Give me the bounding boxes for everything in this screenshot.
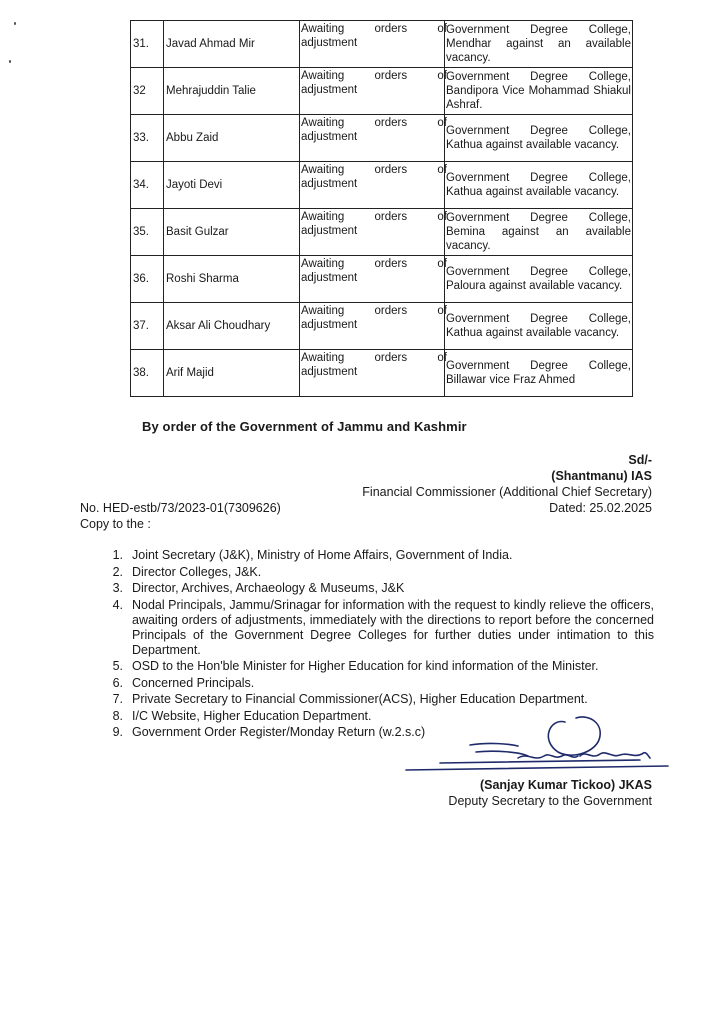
posting-cell: Government Degree College, Bandipora Vice Mohammad Shiakul Ashraf. [445, 68, 633, 115]
copy-list-item [100, 565, 654, 580]
scan-speck [9, 60, 11, 63]
copy-list-text: Nodal Principals, Jammu/Srinagar for information with the request to kindly relieve the officers, awaiting orders of adjustments, immediately with the directions to report before the concerned Principals of the Government Degree Colleges for further duties under intimation to this Department. [132, 597, 654, 657]
copy-list-number: 5. [112, 659, 123, 673]
serial-number-cell: 38. [131, 350, 164, 397]
status-word: Awaiting [301, 211, 345, 223]
copy-list-text: OSD to the Hon'ble Minister for Higher Education for kind information of the Minister. [132, 659, 599, 673]
copy-list-number: 6. [112, 675, 123, 690]
copy-list-item [100, 659, 654, 674]
status-word: orders [374, 305, 408, 317]
order-heading: By order of the Government of Jammu and Kashmir [142, 419, 467, 434]
status-word: adjustment [301, 37, 358, 49]
status-word: Awaiting [301, 23, 345, 35]
status-cell [300, 68, 445, 115]
copy-list-number: 3. [112, 581, 123, 595]
status-word: orders [374, 23, 408, 35]
serial-number-cell: 35. [131, 209, 164, 256]
status-word: Awaiting [301, 70, 345, 82]
serial-number-cell: 36. [131, 256, 164, 303]
status-word: adjustment [301, 272, 358, 284]
signatory-block [362, 452, 652, 516]
copy-list-text: Joint Secretary (J&K), Ministry of Home Affairs, Government of India. [132, 548, 513, 562]
copy-list-item [100, 581, 654, 596]
status-word: Awaiting [301, 258, 345, 270]
signatory-name: (Shantmanu) IAS [551, 469, 652, 483]
status-word: orders [374, 258, 408, 270]
copy-list-item [100, 548, 654, 563]
handwritten-signature [400, 700, 670, 780]
copy-list-text: Private Secretary to Financial Commissioner(ACS), Higher Education Department. [132, 692, 588, 706]
serial-number-cell: 34. [131, 162, 164, 209]
copy-list-number: 1. [112, 548, 123, 562]
officer-name-cell: Arif Majid [164, 350, 300, 397]
status-word: adjustment [301, 225, 358, 237]
status-word: adjustment [301, 366, 358, 378]
status-word: adjustment [301, 319, 358, 331]
posting-cell: Government Degree College, Billawar vice Fraz Ahmed [445, 350, 633, 397]
status-word: orders [374, 117, 408, 129]
status-cell [300, 303, 445, 350]
status-cell [300, 162, 445, 209]
officer-name-cell: Mehrajuddin Talie [164, 68, 300, 115]
posting-cell: Government Degree College, Kathua against available vacancy. [445, 162, 633, 209]
copy-list-text: Director Colleges, J&K. [132, 564, 262, 579]
posting-cell: Government Degree College, Mendhar against an available vacancy. [445, 21, 633, 68]
status-word: adjustment [301, 178, 358, 190]
status-cell [300, 256, 445, 303]
order-number: No. HED-estb/73/2023-01(7309626) [80, 501, 281, 515]
copy-list-number: 2. [112, 564, 123, 579]
status-word: of [437, 117, 447, 129]
status-word: of [437, 211, 447, 223]
officer-name-cell: Basit Gulzar [164, 209, 300, 256]
table-row [131, 162, 633, 209]
copy-list-number: 4. [112, 597, 123, 612]
serial-number-cell: 31. [131, 21, 164, 68]
status-word: adjustment [301, 84, 358, 96]
officer-name-cell: Aksar Ali Choudhary [164, 303, 300, 350]
status-word: Awaiting [301, 352, 345, 364]
officer-name-cell: Jayoti Devi [164, 162, 300, 209]
status-word: of [437, 70, 447, 82]
status-word: Awaiting [301, 117, 345, 129]
serial-number-cell: 33. [131, 115, 164, 162]
copy-list-text: Concerned Principals. [132, 675, 255, 690]
copy-to-label: Copy to the : [80, 517, 151, 531]
order-date: Dated: 25.02.2025 [549, 501, 652, 515]
deputy-secretary-block [448, 777, 652, 809]
signatory-designation: Financial Commissioner (Additional Chief Secretary) [362, 485, 652, 499]
table-row [131, 256, 633, 303]
officer-name-cell: Roshi Sharma [164, 256, 300, 303]
status-word: orders [374, 352, 408, 364]
posting-cell: Government Degree College, Kathua against available vacancy. [445, 303, 633, 350]
adjustment-table [130, 20, 633, 397]
table-row [131, 303, 633, 350]
status-cell [300, 209, 445, 256]
copy-list-text: I/C Website, Higher Education Department. [132, 708, 372, 723]
table-row [131, 209, 633, 256]
posting-cell: Government Degree College, Kathua against available vacancy. [445, 115, 633, 162]
status-cell [300, 350, 445, 397]
status-word: Awaiting [301, 164, 345, 176]
copy-list-text: Director, Archives, Archaeology & Museums, J&K [132, 581, 405, 595]
table-row [131, 21, 633, 68]
status-word: Awaiting [301, 305, 345, 317]
table-row [131, 115, 633, 162]
deputy-name: (Sanjay Kumar Tickoo) JKAS [479, 778, 652, 792]
copy-list-item [100, 676, 654, 691]
status-word: of [437, 258, 447, 270]
status-word: orders [374, 211, 408, 223]
copy-list-number: 9. [112, 725, 123, 739]
scan-speck [14, 22, 16, 25]
status-cell [300, 115, 445, 162]
status-word: orders [374, 70, 408, 82]
officer-name-cell: Javad Ahmad Mir [164, 21, 300, 68]
copy-list-number: 7. [112, 692, 123, 706]
table-row [131, 68, 633, 115]
copy-list-number: 8. [112, 708, 123, 723]
officer-name-cell: Abbu Zaid [164, 115, 300, 162]
status-cell [300, 21, 445, 68]
status-word: of [437, 164, 447, 176]
serial-number-cell: 32 [131, 68, 164, 115]
posting-cell: Government Degree College, Bemina against an available vacancy. [445, 209, 633, 256]
status-word: adjustment [301, 131, 358, 143]
status-word: orders [374, 164, 408, 176]
status-word: of [437, 352, 447, 364]
copy-list-text: Government Order Register/Monday Return (w.2.s.c) [132, 725, 426, 739]
deputy-designation: Deputy Secretary to the Government [448, 794, 652, 808]
table-row [131, 350, 633, 397]
status-word: of [437, 23, 447, 35]
copy-list-item [100, 598, 654, 658]
status-word: of [437, 305, 447, 317]
posting-cell: Government Degree College, Paloura against available vacancy. [445, 256, 633, 303]
sd-mark: Sd/- [628, 453, 652, 467]
serial-number-cell: 37. [131, 303, 164, 350]
